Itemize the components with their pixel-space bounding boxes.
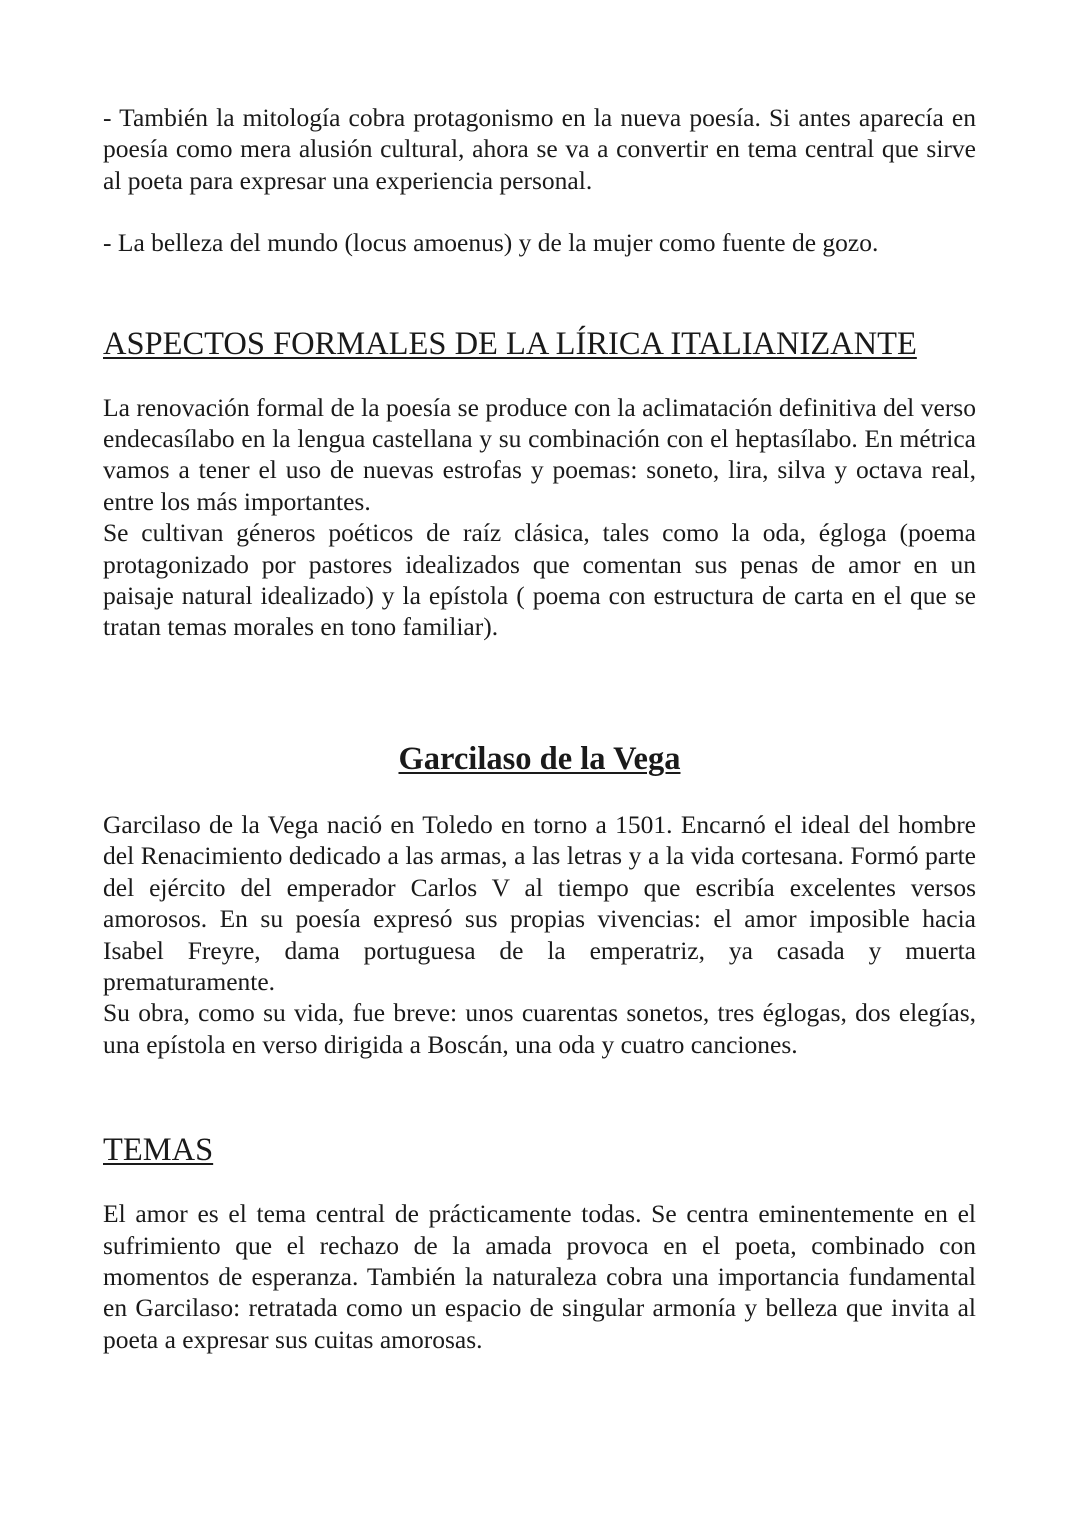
- document-page: [103, 102, 976, 1355]
- formal-aspects-heading: ASPECTOS FORMALES DE LA LÍRICA ITALIANIZANTE: [103, 325, 917, 362]
- garcilaso-title: Garcilaso de la Vega: [398, 740, 681, 777]
- themes-heading: TEMAS: [103, 1132, 214, 1169]
- garcilaso-paragraph-1: Garcilaso de la Vega nació en Toledo en torno a 1501. Encarnó el ideal del hombre del Renacimiento dedicado a las armas, a las letras y a la vida cortesana. Formó parte del ejército del emperador Carlos V al tiempo que escribía excelentes versos amorosos. En su poesía expresó sus propias vivencias: el amor imposible hacia Isabel Freyre, dama portuguesa de la emperatriz, ya casada y muerta prematuramente.: [103, 809, 976, 996]
- formal-aspects-paragraph-1: La renovación formal de la poesía se produce con la aclimatación definitiva del verso endecasílabo en la lengua castellana y su combinación con el heptasílabo. En métrica vamos a tener el uso de nuevas estrofas y poemas: soneto, lira, silva y octava real, entre los más importantes.: [103, 392, 976, 516]
- mythology-bullet: - También la mitología cobra protagonismo en la nueva poesía. Si antes aparecía en poesía como mera alusión cultural, ahora se va a convertir en tema central que sirve al poeta para expresar una experiencia personal.: [103, 103, 976, 195]
- garcilaso-paragraph-2: Su obra, como su vida, fue breve: unos cuarentas sonetos, tres églogas, dos elegías, una epístola en verso dirigida a Boscán, una oda y cuatro canciones.: [103, 998, 976, 1059]
- formal-aspects-paragraph-2: Se cultivan géneros poéticos de raíz clásica, tales como la oda, égloga (poema protagonizado por pastores idealizados que comentan sus penas de amor en un paisaje natural idealizado) y la epístola ( poema con estructura de carta en el que se tratan temas morales en tono familiar).: [103, 518, 976, 642]
- themes-paragraph-1: El amor es el tema central de prácticamente todas. Se centra eminentemente en el sufrimiento que el rechazo de la amada provoca en el poeta, combinado con momentos de esperanza. También la naturaleza cobra una importancia fundamental en Garcilaso: retratada como un espacio de singular armonía y belleza que invita al poeta a expresar sus cuitas amorosas.: [103, 1199, 976, 1354]
- beauty-bullet: - La belleza del mundo (locus amoenus) y de la mujer como fuente de gozo.: [103, 228, 879, 258]
